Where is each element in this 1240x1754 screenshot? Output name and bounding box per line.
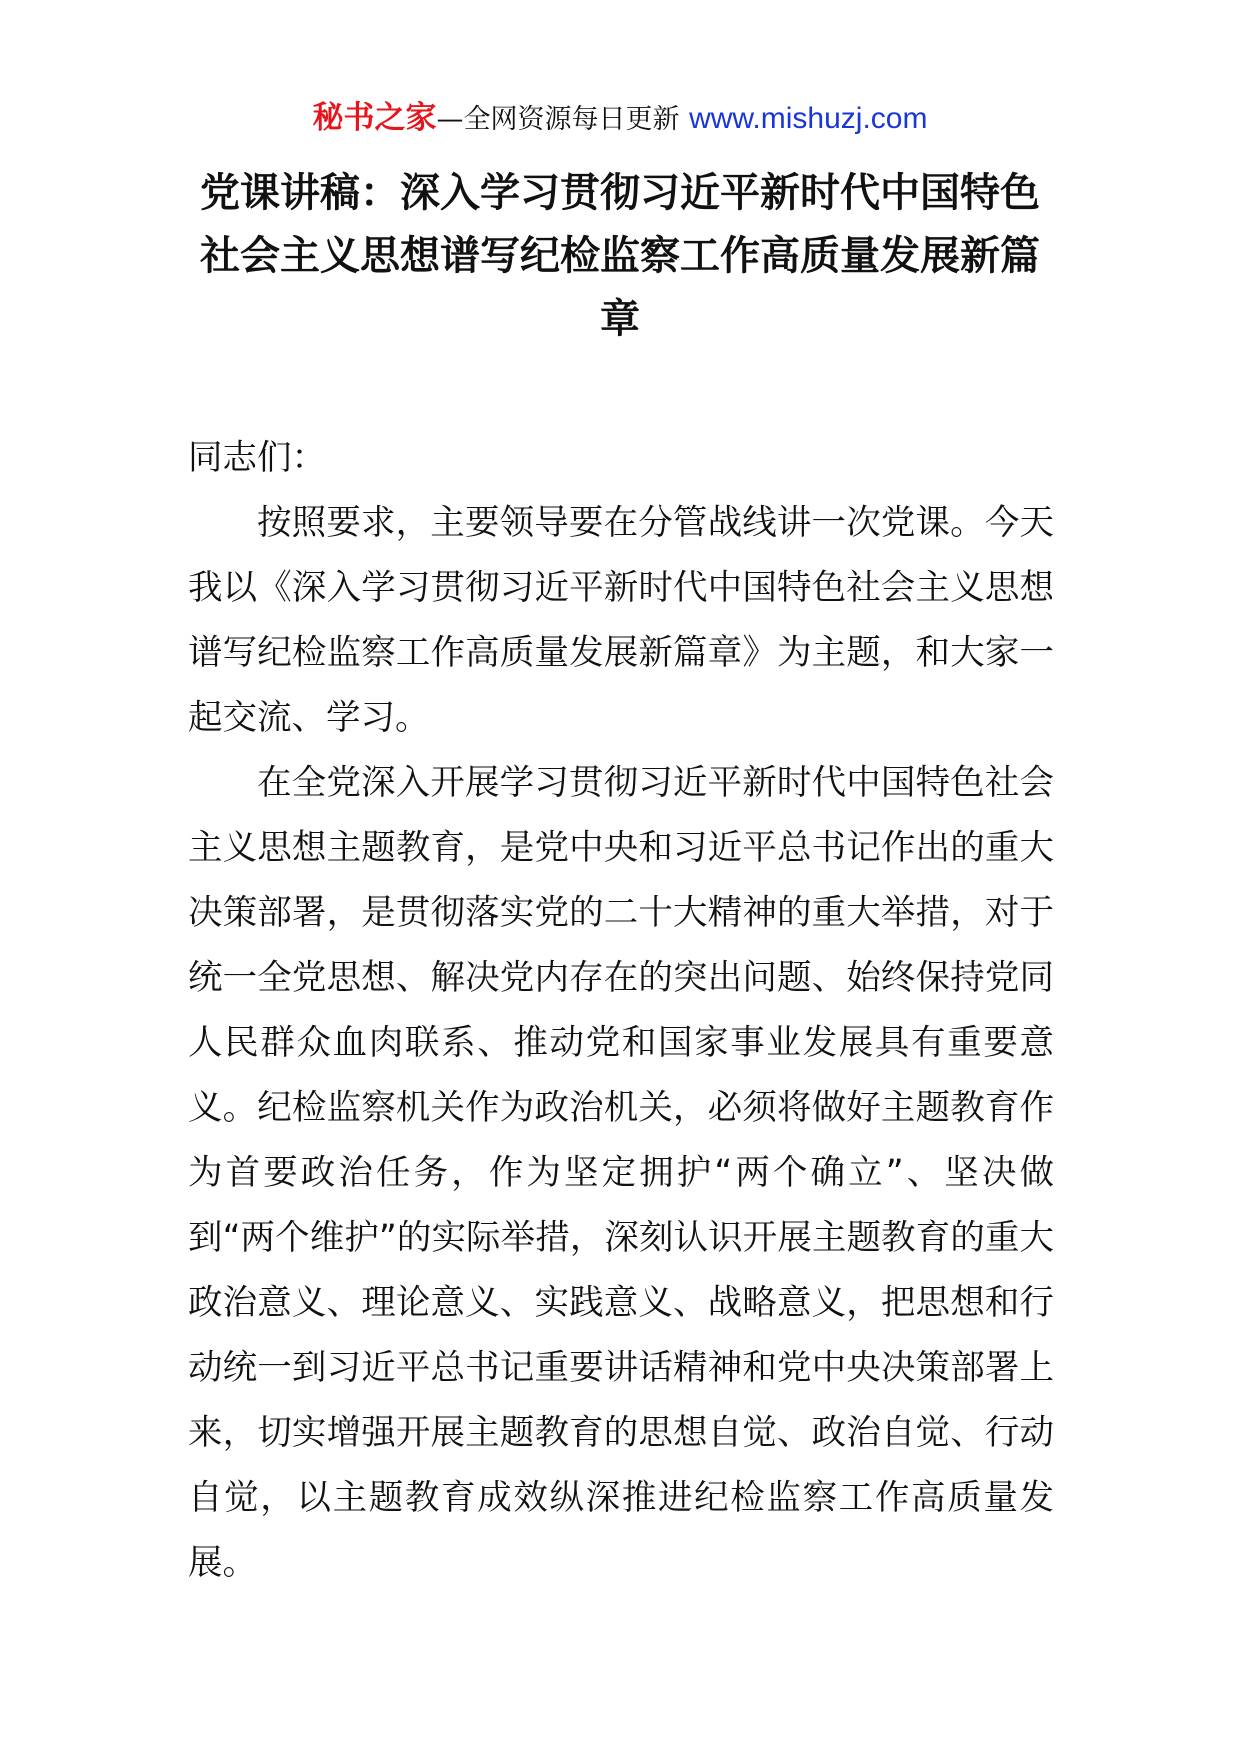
salutation: 同志们： (188, 438, 326, 478)
document-title: 党课讲稿：深入学习贯彻习近平新时代中国特色社会主义思想谱写纪检监察工作高质量发展新篇章 (200, 170, 1040, 342)
brand-name: 秘书之家 (312, 100, 437, 136)
body-paragraph: 按照要求，主要领导要在分管战线讲一次党课。今天我以《深入学习贯彻习近平新时代中国特色社会主义思想谱写纪检监察工作高质量发展新篇章》为主题，和大家一起交流、学习。 (188, 503, 1054, 738)
body-paragraph: 在全党深入开展学习贯彻习近平新时代中国特色社会主义思想主题教育，是党中央和习近平总书记作出的重大决策部署，是贯彻落实党的二十大精神的重大举措，对于统一全党思想、解决党内存在的突出问题、始终保持党同人民群众血肉联系、推动党和国家事业发展具有重要意义。纪检监察机关作为政治机关，必须将做好主题教育作为首要政治任务，作为坚定拥护“两个确立”、坚决做到“两个维护”的实际举措，深刻认识开展主题教育的重大政治意义、理论意义、实践意义、战略意义，把思想和行动统一到习近平总书记重要讲话精神和党中央决策部署上来，切实增强开展主题教育的思想自觉、政治自觉、行动自觉，以主题教育成效纵深推进纪检监察工作高质量发展。 (188, 763, 1054, 1583)
site-url-link[interactable]: www.mishuzj.com (689, 102, 928, 135)
document-body (188, 426, 1054, 1596)
site-header (0, 98, 1240, 140)
header-tagline: —全网资源每日更新 (436, 104, 680, 135)
